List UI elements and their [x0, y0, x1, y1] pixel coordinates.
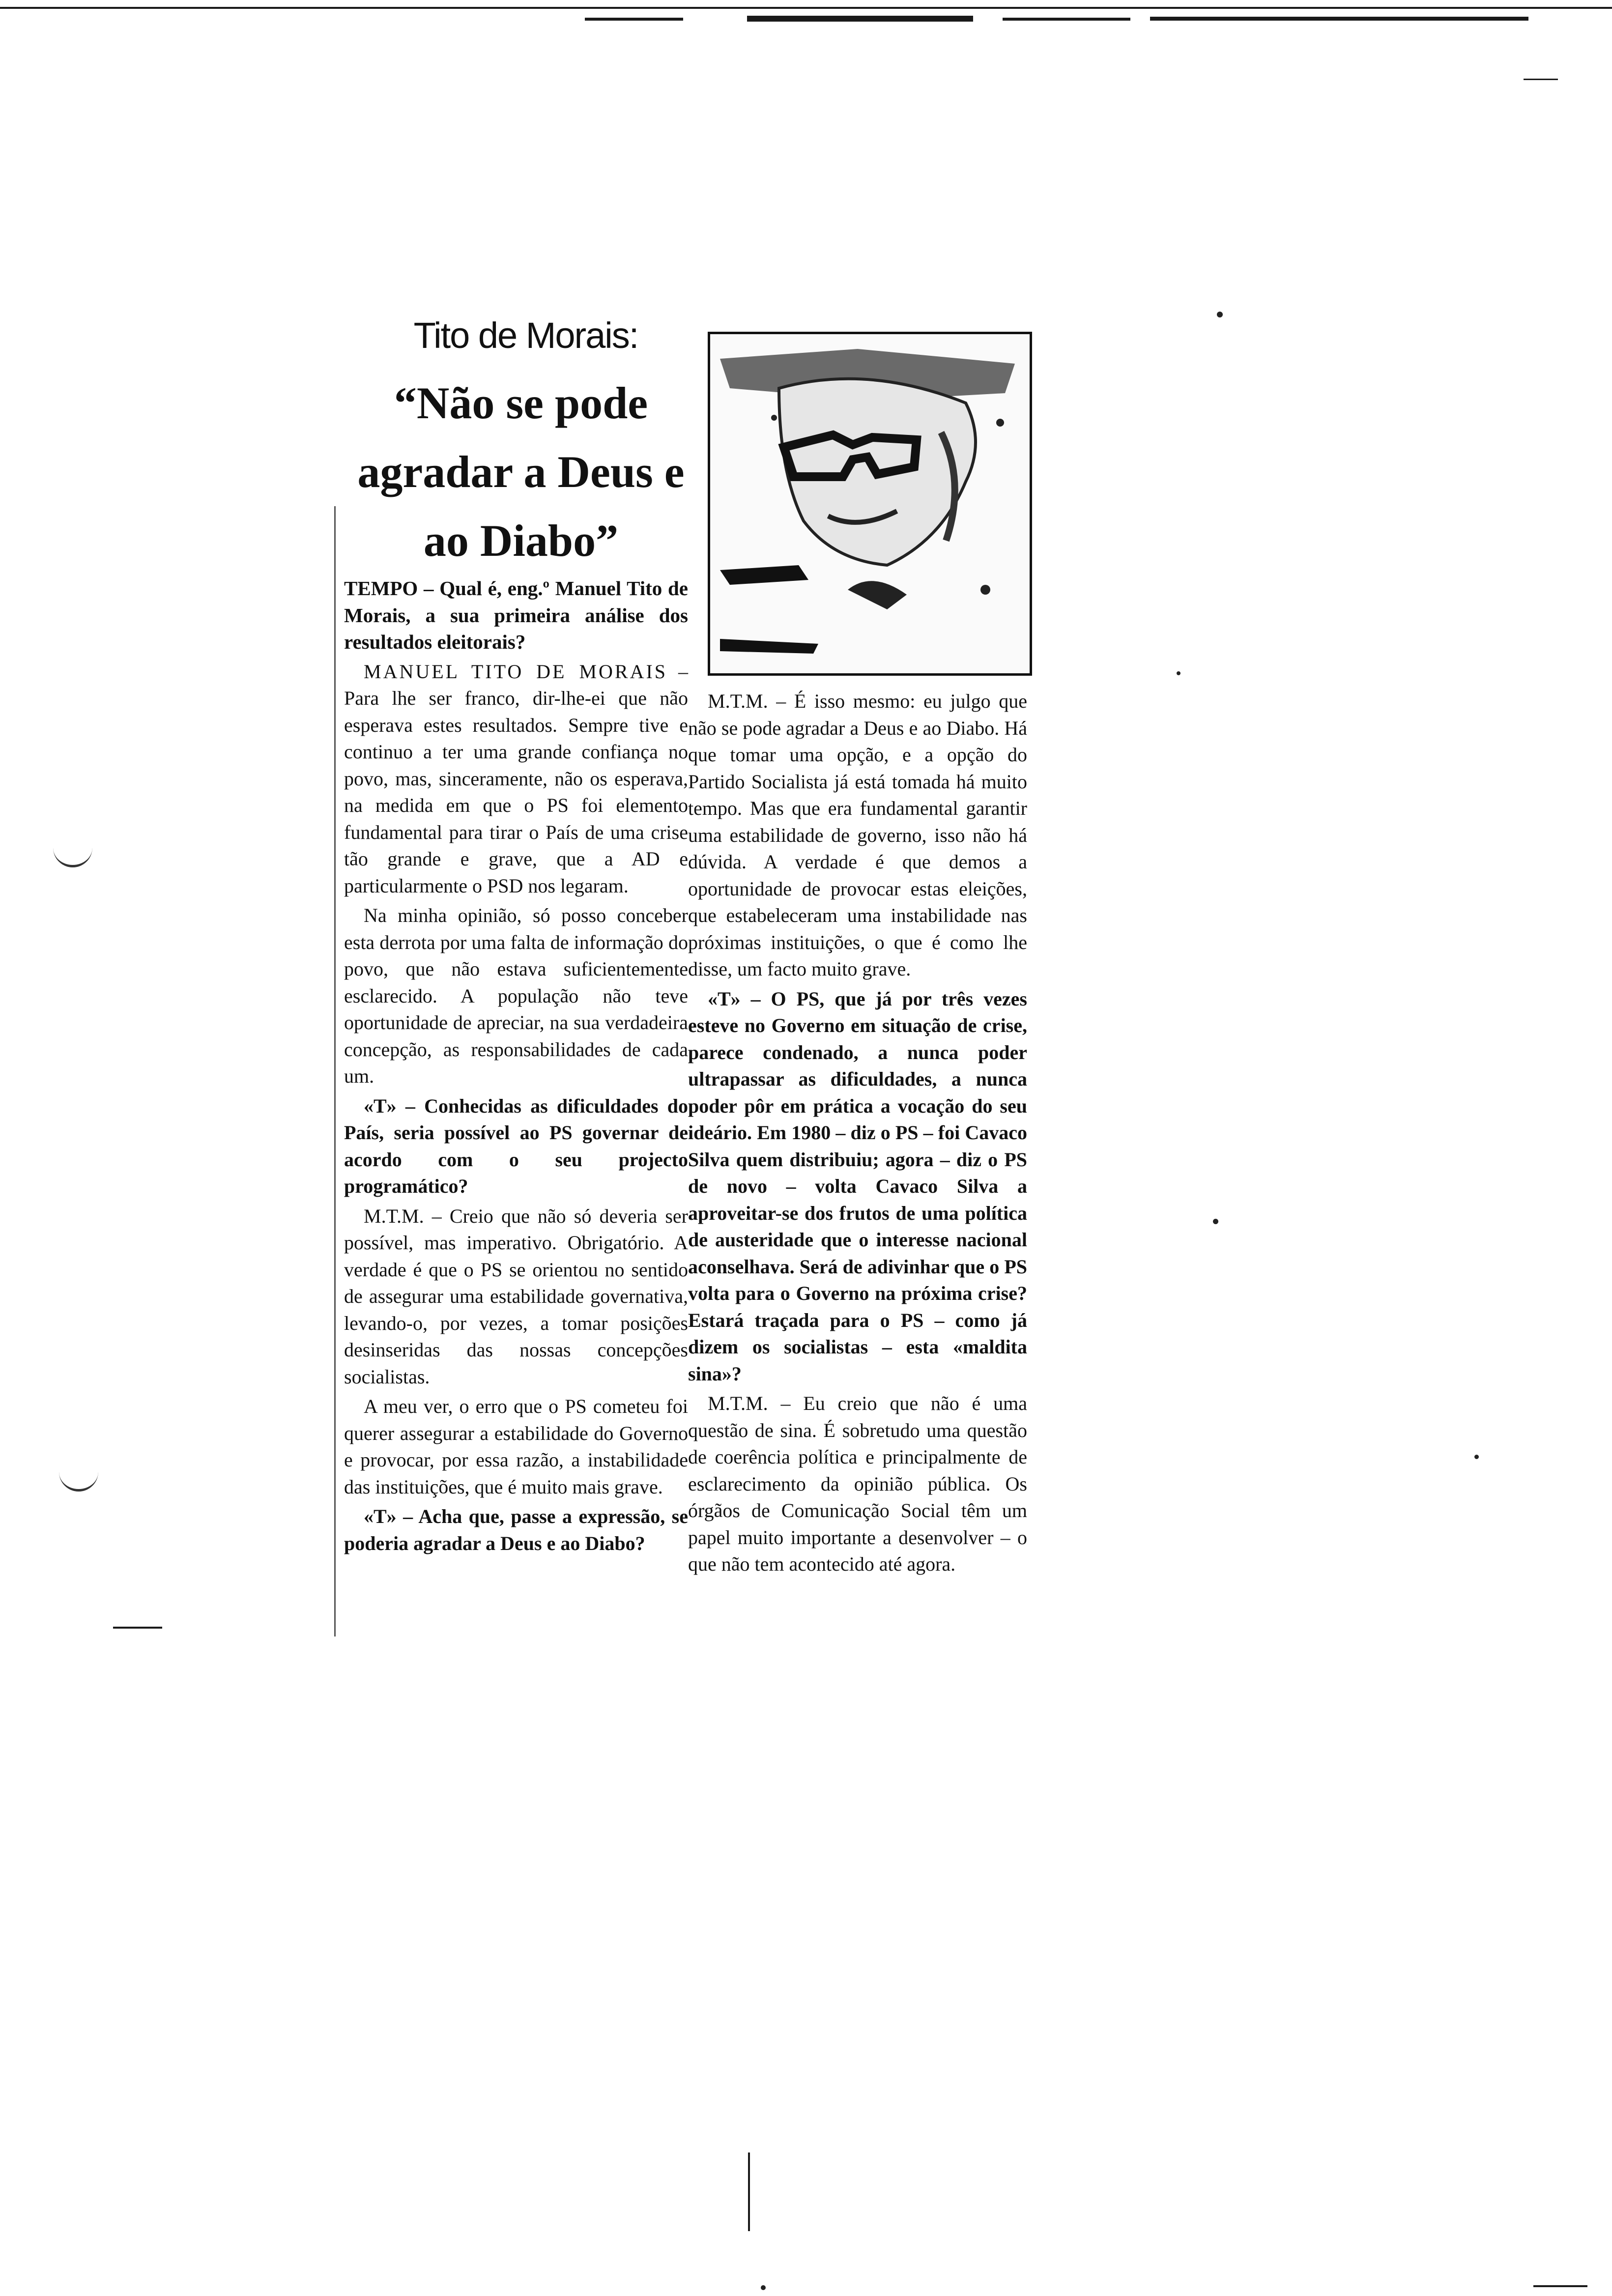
question-paragraph: «T» – Conhecidas as dificuldades do País, seria possível ao PS governar de acordo com o seu projecto programático?: [344, 1094, 688, 1197]
speaker-label: M.T.M.: [364, 1205, 424, 1227]
column-rule: [334, 506, 336, 1636]
answer-text: – É isso mesmo: eu julgo que não se pode agradar a Deus e ao Diabo. Há que tomar uma opção, e a opção do Partido Socialista já está tomada há muito tempo. Mas que era fundamental garantir uma estabilidade de governo, isso não há dúvida. A verdade é que demos a oportunidade de provocar estas eleições, que estabeleceram uma instabilidade nas próximas instituições, o que é como lhe disse, um facto muito grave.: [688, 690, 1027, 980]
speck-2: [1177, 671, 1180, 675]
speaker-label: MANUEL TITO DE MORAIS: [364, 660, 668, 683]
lead-question: TEMPO – Qual é, eng.º Manuel Tito de Morais, a sua primeira análise dos resultados eleitorais?: [344, 577, 688, 653]
portrait-photo-icon: [710, 334, 1030, 673]
answer-paragraph: [688, 688, 1027, 983]
right-column: [688, 688, 1027, 1581]
answer-paragraph: [688, 1390, 1027, 1578]
left-column: [344, 575, 688, 1560]
speck-4: [1474, 1455, 1479, 1459]
speaker-label: M.T.M.: [708, 1392, 768, 1414]
answer-text: – Creio que não só deveria ser possível, mas imperativo. Obrigatório. A verdade é que o PS se orientou no sentido de assegurar uma estabilidade governativa, levando-o, por vezes, a tomar posições desinseridas das nossas concepções socialistas.: [344, 1205, 688, 1388]
answer-text: – Eu creio que não é uma questão de sina. É sobretudo uma questão de coerência política e principalmente de esclarecimento da opinião pública. Os órgãos de Comunicação Social têm um papel muito importante a desenvolver – o que não tem acontecido até agora.: [688, 1392, 1027, 1575]
scan-curl-lower: [59, 1469, 98, 1492]
scan-streak-2: [747, 16, 973, 22]
scan-curl-upper: [53, 845, 92, 867]
speaker-label: M.T.M.: [708, 690, 768, 712]
question-paragraph: «T» – O PS, que já por três vezes esteve no Governo em situação de crise, parece condenado, a nunca poder ultrapassar as dificuldades, a nunca poder pôr em prática a vocação do seu ideário. Em 1980 – diz o PS – foi Cavaco Silva quem distribuiu; agora – diz o PS de novo – volta Cavaco Silva a aproveitar-se dos frutos de uma política de austeridade que o interesse nacional aconselhava. Será de adivinhar que o PS volta para o Governo na próxima crise? Estará traçada para o PS – como já dizem os socialistas – esta «maldita sina»?: [688, 987, 1027, 1385]
body-paragraph: A meu ver, o erro que o PS cometeu foi querer assegurar a estabilidade do Governo e provocar, por essa razão, a instabilidade das instituições, que é muito mais grave.: [344, 1395, 688, 1498]
scan-streak-1: [585, 18, 683, 21]
portrait-photo: [708, 332, 1032, 676]
scan-line-top: [0, 7, 1612, 9]
scan-dash-bottom: [1533, 2285, 1587, 2287]
scan-dash-left: [113, 1627, 162, 1629]
newspaper-clipping: [315, 315, 1052, 1818]
answer-text: – Para lhe ser franco, dir-lhe-ei que não esperava estes resultados. Sempre tive e continuo a ter uma grande confiança no povo, mas, sinceramente, não os esperava, na medida em que o PS foi elemento fundamental para tirar o País de uma crise tão grande e grave, que a AD e particularmente o PSD nos legaram.: [344, 660, 688, 897]
article-headline: “Não se pode agradar a Deus e ao Diabo”: [357, 378, 685, 566]
speck-1: [1217, 312, 1223, 317]
answer-paragraph: [344, 1203, 688, 1391]
scan-dash-right: [1524, 79, 1558, 80]
scan-streak-4: [1150, 17, 1528, 21]
answer-paragraph: [344, 659, 688, 900]
scan-vertical-bottom: [748, 2152, 750, 2231]
scan-streak-3: [1003, 18, 1130, 21]
speck-5: [761, 2285, 766, 2290]
question-paragraph: «T» – Acha que, passe a expressão, se poderia agradar a Deus e ao Diabo?: [344, 1505, 688, 1554]
speck-3: [1213, 1219, 1218, 1224]
article-kicker: Tito de Morais:: [413, 315, 638, 356]
body-paragraph: Na minha opinião, só posso conceber esta derrota por uma falta de informação do povo, que não estava suficientemente esclarecido. A população não teve oportunidade de apreciar, na sua verdadeira concepção, as responsabilidades de cada um.: [344, 904, 688, 1087]
